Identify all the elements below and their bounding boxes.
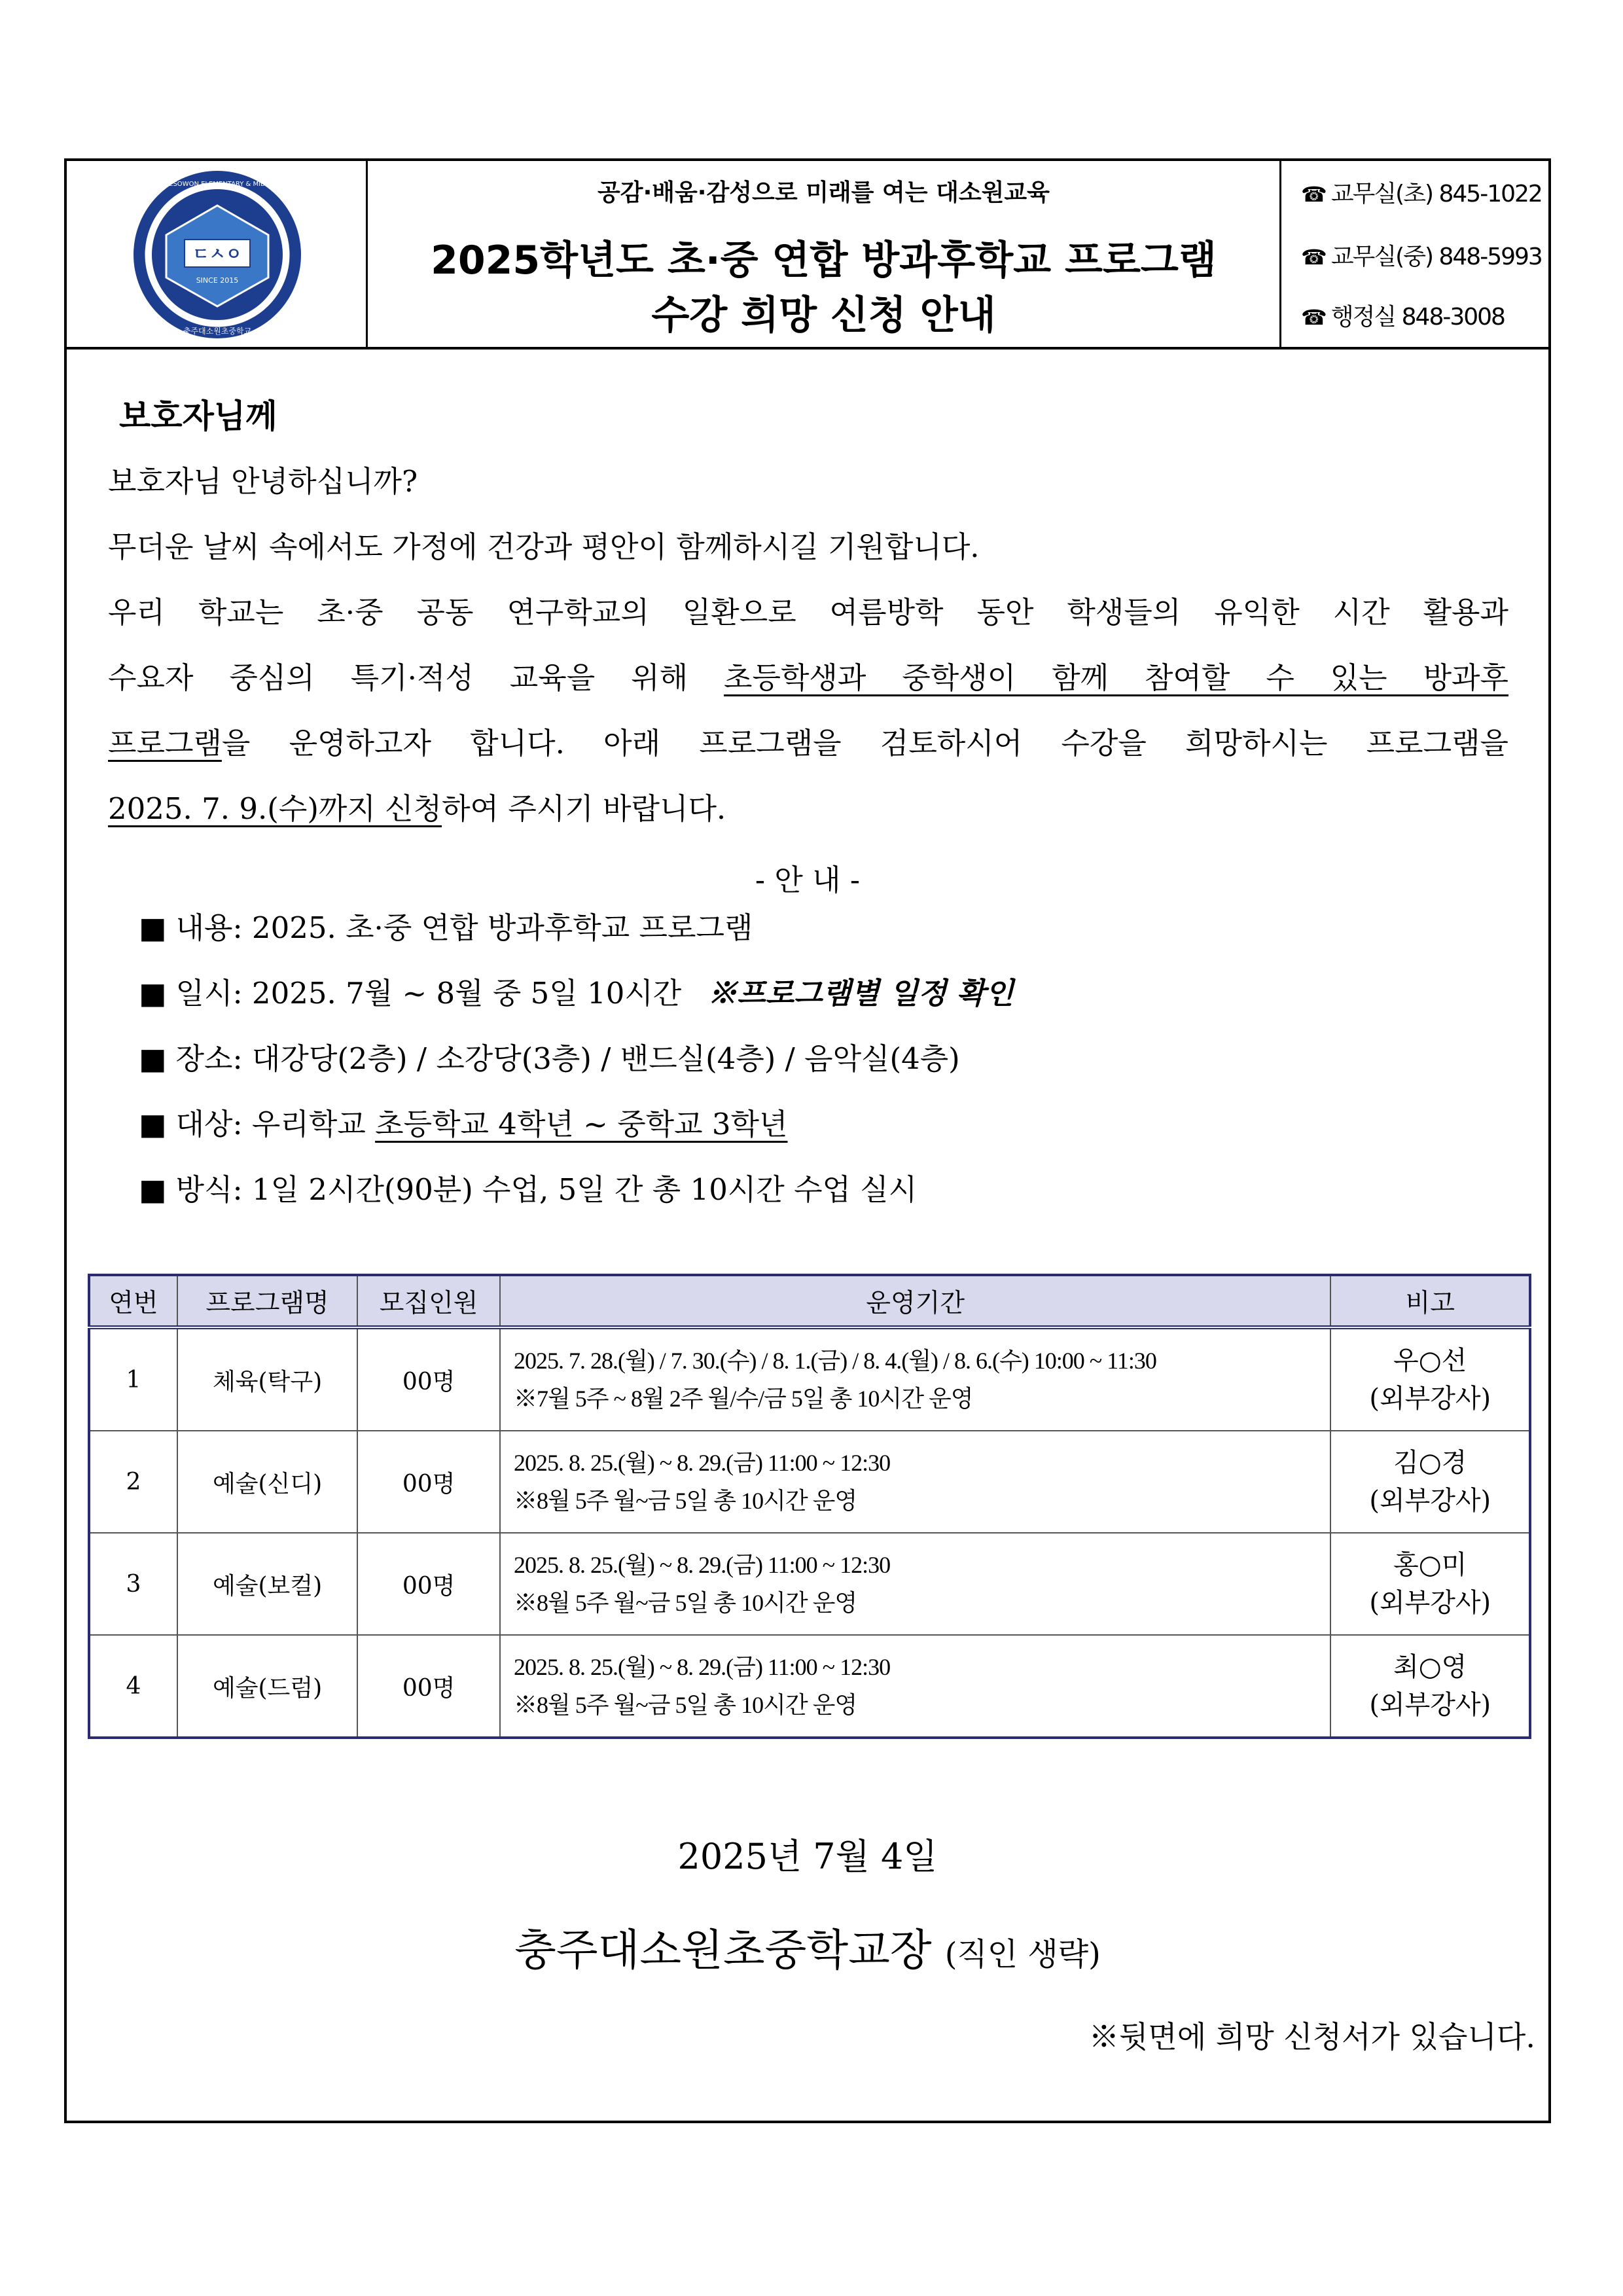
phone-icon: ☎ xyxy=(1301,245,1326,270)
notice-list xyxy=(139,895,1513,1223)
contact-cell xyxy=(1281,161,1551,347)
phone-icon: ☎ xyxy=(1301,182,1326,207)
contact-admin-office: ☎ 행정실 848-3008 xyxy=(1301,304,1505,331)
table-row: 1 체육(탁구) 00명 2025. 7. 28.(월) / 7. 30.(수) / 8. 1.(금) / 8. 4.(월) / 8. 6.(수) 10:00 ~ 11:30 ※7월 5주 ~ 8월 2주 월/수/금 5일 총 10시간 운영 우○선 (외부강사) xyxy=(89,1327,1530,1431)
letter-line-4: 수요자 중심의 특기·적성 교육을 위해 초등학생과 중학생이 함께 참여할 수 있는 방과후 xyxy=(108,660,1508,695)
document-header xyxy=(67,161,1548,350)
letter-line-6: 2025. 7. 9.(수)까지 신청하여 주시기 바랍니다. xyxy=(108,791,726,826)
header-no: 연번 xyxy=(89,1275,177,1327)
document-date: 2025년 7월 4일 xyxy=(677,1836,938,1877)
school-logo xyxy=(119,166,315,343)
title-line-2: 수강 희망 신청 안내 xyxy=(651,293,996,338)
letter-line-1: 보호자님 안녕하십니까? xyxy=(108,464,418,499)
square-bullet-icon: ■ xyxy=(139,1107,167,1141)
notice-method: ■ 방식: 1일 2시간(90분) 수업, 5일 간 총 10시간 수업 실시 xyxy=(139,1172,918,1207)
header-capacity: 모집인원 xyxy=(357,1275,500,1327)
header-period: 운영기간 xyxy=(500,1275,1331,1327)
letter-line-5: 프로그램을 운영하고자 합니다. 아래 프로그램을 검토하시어 수강을 희망하시는 프로그램을 xyxy=(108,726,1508,761)
table-row: 4 예술(드럼) 00명 2025. 8. 25.(월) ~ 8. 29.(금) 11:00 ~ 12:30 ※8월 5주 월~금 5일 총 10시간 운영 최○영 (외부강사) xyxy=(89,1635,1530,1738)
square-bullet-icon: ■ xyxy=(139,1172,167,1207)
svg-text:CHUNGJU DAESOWON ELEMENTARY &: CHUNGJU DAESOWON ELEMENTARY & MIDDLE SCHOOL xyxy=(126,181,308,188)
school-slogan: 공감·배움·감성으로 미래를 여는 대소원교육 xyxy=(597,179,1050,206)
svg-text:충주대소원초중학교: 충주대소원초중학교 xyxy=(183,327,252,336)
seal-note: (직인 생략) xyxy=(944,1936,1101,1973)
contact-middle-office: ☎ 교무실(중) 848-5993 xyxy=(1301,243,1542,270)
title-line-1: 2025학년도 초·중 연합 방과후학교 프로그램 xyxy=(431,238,1217,283)
school-logo-cell xyxy=(67,161,368,347)
svg-text:ㄷㅅㅇ: ㄷㅅㅇ xyxy=(192,245,242,264)
emphasis-joint-program: 초등학생과 중학생이 함께 참여할 수 있는 방과후 xyxy=(724,660,1508,695)
table-row: 2 예술(신디) 00명 2025. 8. 25.(월) ~ 8. 29.(금) 11:00 ~ 12:30 ※8월 5주 월~금 5일 총 10시간 운영 김○경 (외부강사) xyxy=(89,1431,1530,1533)
svg-text:SINCE 2015: SINCE 2015 xyxy=(196,276,239,285)
notice-place: ■ 장소: 대강당(2층) / 소강당(3층) / 밴드실(4층) / 음악실(4층) xyxy=(139,1041,960,1076)
back-page-note: ※뒷면에 희망 신청서가 있습니다. xyxy=(1088,2019,1535,2054)
schedule-note: ※프로그램별 일정 확인 xyxy=(707,976,1014,1011)
signer-title: 충주대소원초중학교장 xyxy=(514,1925,932,1975)
title-cell xyxy=(368,161,1281,347)
letter-line-3: 우리 학교는 초·중 공동 연구학교의 일환으로 여름방학 동안 학생들의 유익한 시간 활용과 xyxy=(108,595,1508,630)
table-header-row xyxy=(89,1275,1530,1327)
emphasis-deadline: 2025. 7. 9.(수)까지 신청 xyxy=(108,791,442,826)
header-program: 프로그램명 xyxy=(177,1275,358,1327)
notice-schedule: ■ 일시: 2025. 7월 ~ 8월 중 5일 10시간 ※프로그램별 일정 확인 xyxy=(139,976,1014,1011)
letter-greeting: 보호자님께 xyxy=(119,397,277,435)
square-bullet-icon: ■ xyxy=(139,1041,167,1076)
letter-line-2: 무더운 날씨 속에서도 가정에 건강과 평안이 함께하시길 기원합니다. xyxy=(108,529,980,564)
document-frame xyxy=(64,158,1551,2123)
signer-line xyxy=(67,1915,1548,1977)
program-table xyxy=(88,1274,1531,1739)
phone-icon: ☎ xyxy=(1301,305,1326,330)
notice-heading: - 안 내 - xyxy=(755,863,861,897)
notice-content: ■ 내용: 2025. 초·중 연합 방과후학교 프로그램 xyxy=(139,910,753,945)
square-bullet-icon: ■ xyxy=(139,976,167,1011)
contact-elementary-office: ☎ 교무실(초) 845-1022 xyxy=(1301,181,1542,207)
document-title xyxy=(368,233,1279,343)
header-remarks: 비고 xyxy=(1330,1275,1530,1327)
notice-target: ■ 대상: 우리학교 초등학교 4학년 ~ 중학교 3학년 xyxy=(139,1107,788,1141)
square-bullet-icon: ■ xyxy=(139,910,167,945)
table-row: 3 예술(보컬) 00명 2025. 8. 25.(월) ~ 8. 29.(금) 11:00 ~ 12:30 ※8월 5주 월~금 5일 총 10시간 운영 홍○미 (외부강사) xyxy=(89,1533,1530,1635)
